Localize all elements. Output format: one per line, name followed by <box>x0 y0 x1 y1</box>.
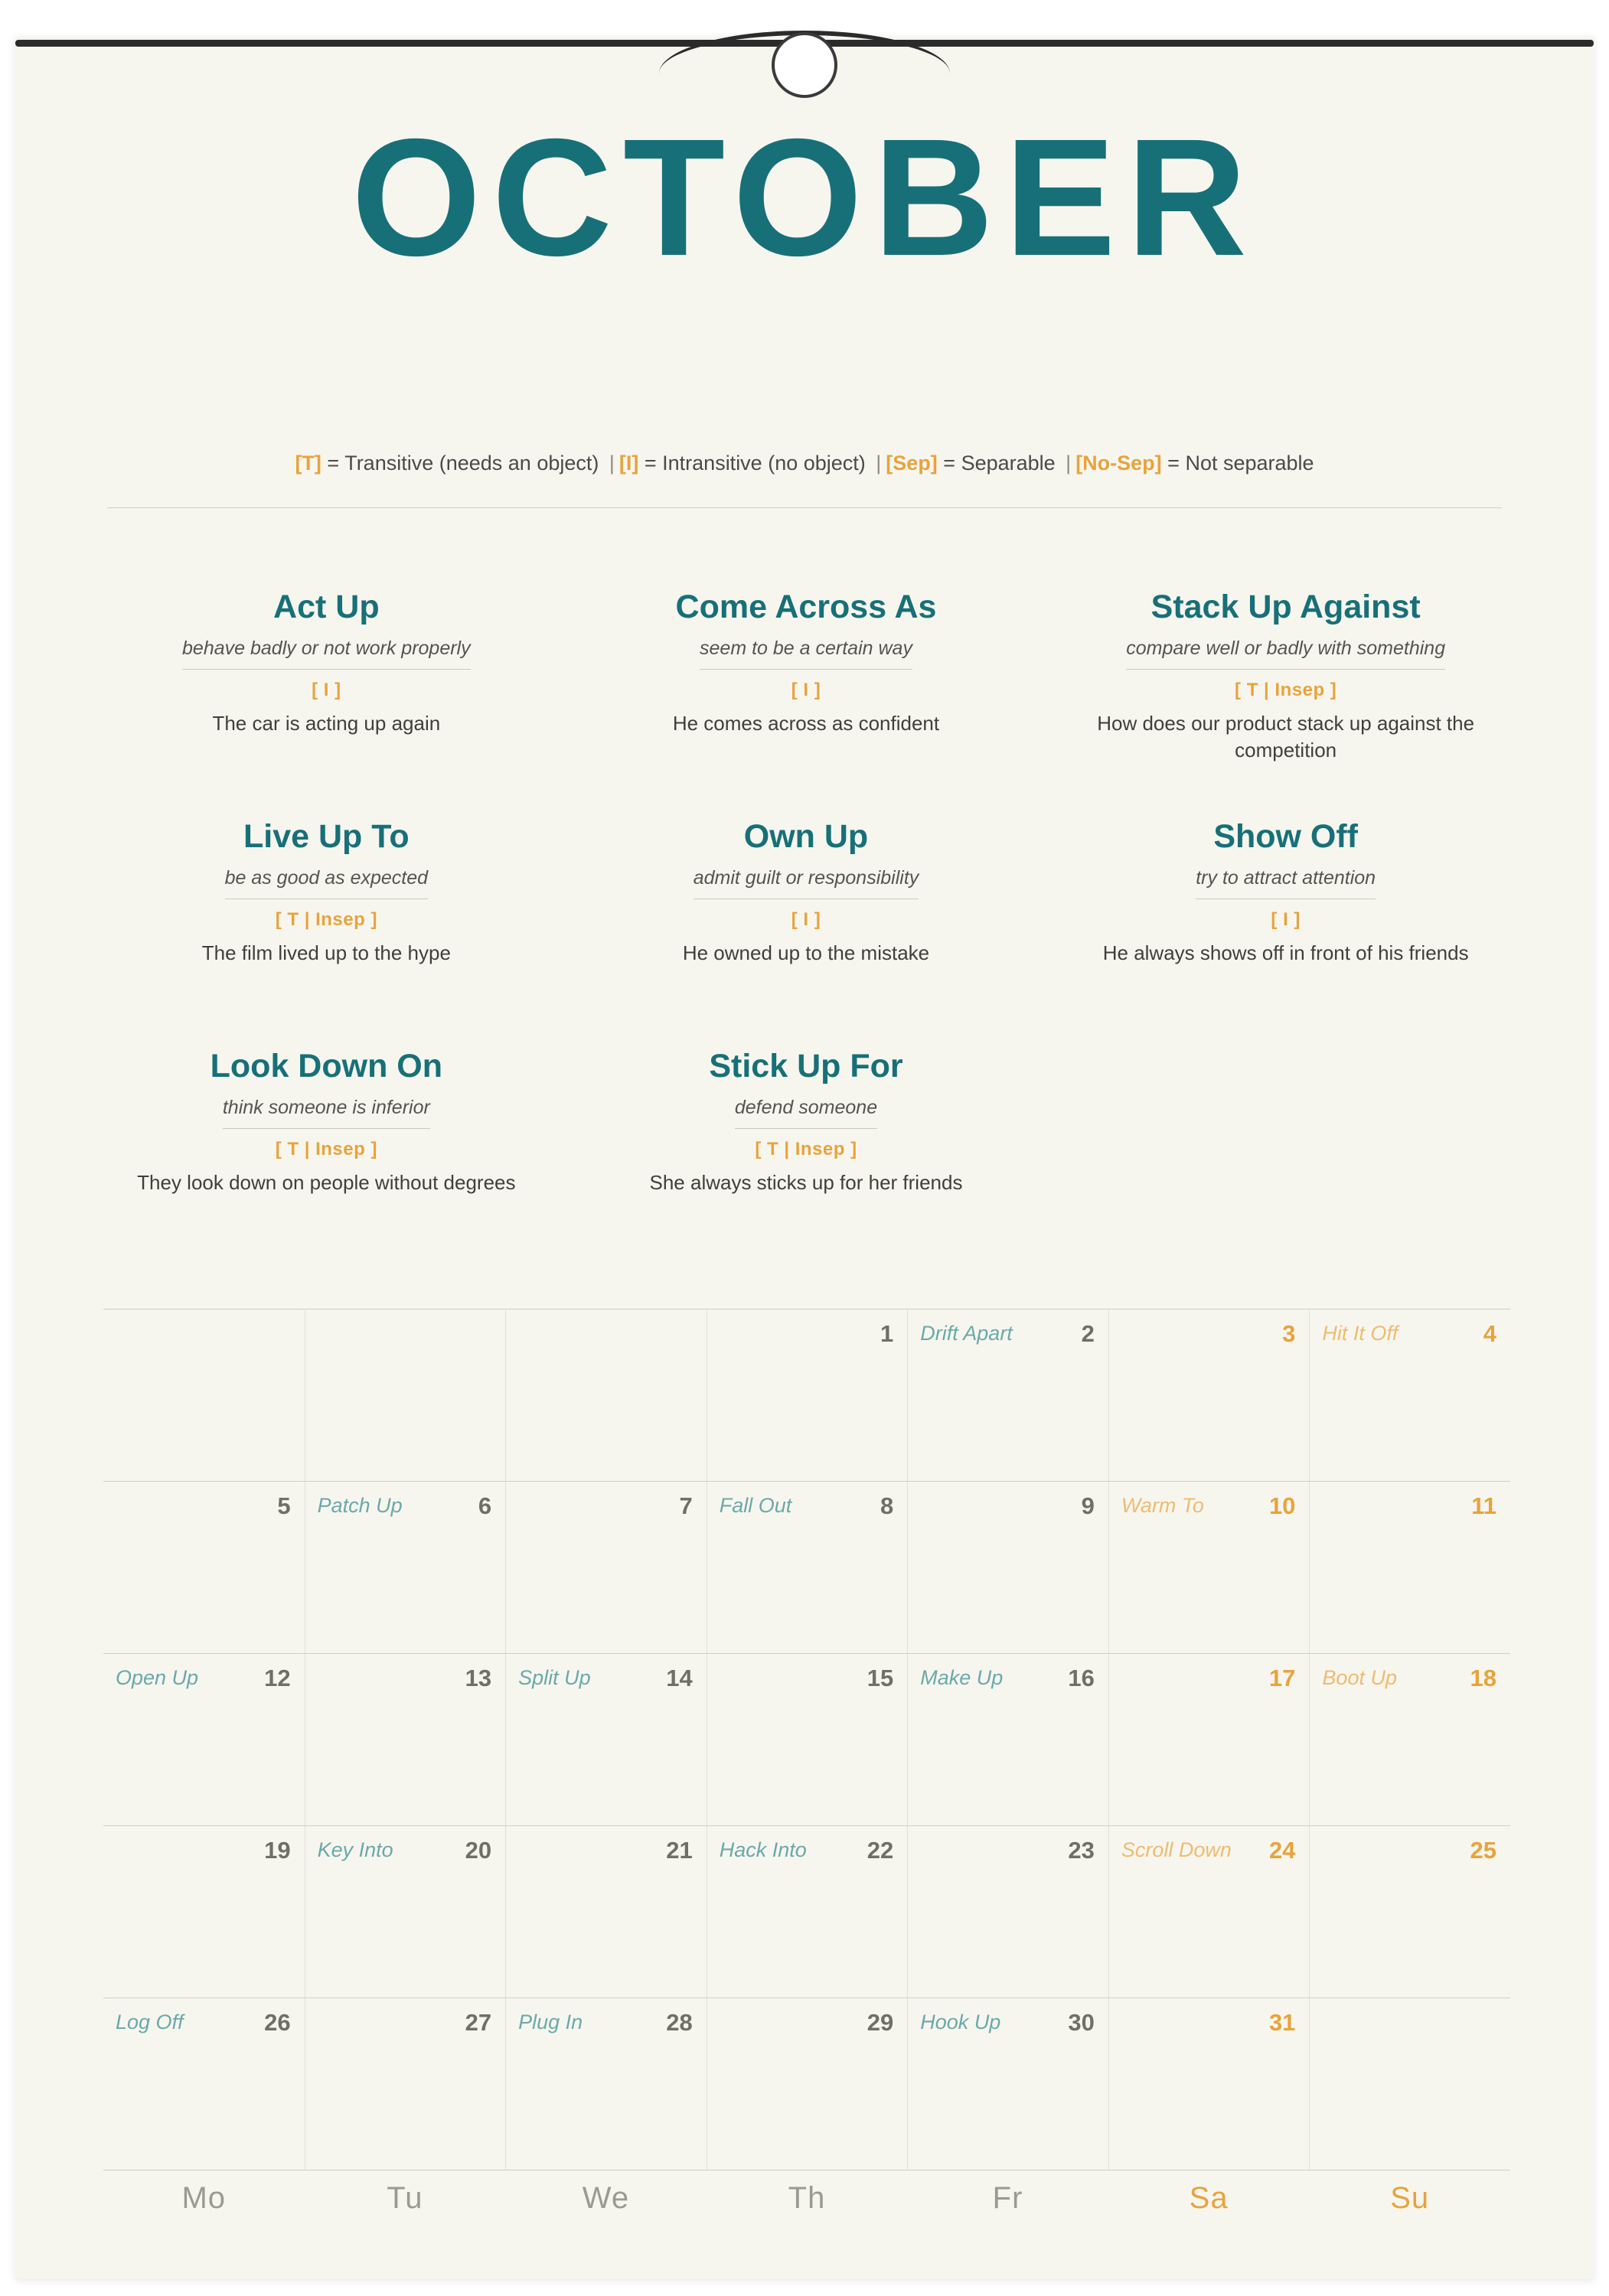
calendar-day-cell[interactable] <box>103 1826 305 1998</box>
calendar-day-number: 26 <box>264 2009 291 2036</box>
calendar-day-cell[interactable] <box>707 1309 908 1481</box>
calendar-day-cell[interactable] <box>505 1826 707 1998</box>
phrasal-verb-title: Look Down On <box>210 1048 442 1084</box>
calendar-day-cell[interactable] <box>305 1826 506 1998</box>
calendar-day-number: 31 <box>1268 2009 1296 2036</box>
calendar-day-phrasal-verb: Log Off <box>116 2011 184 2033</box>
calendar-day-number: 20 <box>465 1837 492 1864</box>
calendar-day-cell[interactable] <box>1309 1309 1510 1481</box>
phrasal-verb-meaning: admit guilt or responsibility <box>694 867 919 899</box>
phrasal-verb-meaning: try to attract attention <box>1196 867 1376 899</box>
calendar-day-cell[interactable] <box>907 1309 1108 1481</box>
calendar-day-cell[interactable] <box>305 1998 506 2170</box>
calendar-day-number: 16 <box>1068 1665 1095 1691</box>
calendar-day-cell[interactable] <box>907 1826 1108 1998</box>
calendar-day-number: 3 <box>1282 1320 1296 1347</box>
calendar-day-cell[interactable] <box>707 1998 908 2170</box>
phrasal-verb-example: How does our product stack up against the competition <box>1097 712 1475 762</box>
phrasal-verb-meaning: think someone is inferior <box>223 1097 430 1129</box>
phrasal-verb-example: The film lived up to the hype <box>201 941 451 965</box>
calendar-day-cell[interactable] <box>1309 1654 1510 1825</box>
phrasal-verb-tags: [ I ] <box>312 680 341 701</box>
calendar-day-phrasal-verb: Key Into <box>317 1838 393 1861</box>
calendar-day-cell[interactable] <box>505 1309 707 1481</box>
day-name-tu: Tu <box>387 2181 423 2215</box>
calendar-day-cell[interactable] <box>707 1482 908 1653</box>
phrasal-verb-meaning: seem to be a certain way <box>700 638 912 670</box>
calendar-day-cell[interactable] <box>707 1826 908 1998</box>
meaning-wrap <box>586 625 1027 670</box>
day-name-mo: Mo <box>181 2181 227 2215</box>
calendar-day-number: 5 <box>277 1492 291 1519</box>
calendar-day-number: 30 <box>1068 2009 1095 2036</box>
calendar-day-cell[interactable] <box>305 1309 506 1481</box>
calendar-day-number: 1 <box>880 1320 894 1347</box>
phrasal-verb-title: Stick Up For <box>709 1048 903 1084</box>
day-name-th: Th <box>788 2181 826 2215</box>
calendar-day-cell[interactable] <box>1108 1309 1310 1481</box>
phrasal-verb-card <box>90 1049 563 1278</box>
calendar-day-cell[interactable] <box>505 1654 707 1825</box>
phrasal-verb-tags: [ I ] <box>791 909 821 931</box>
legend-nosep-text: = Not separable <box>1161 452 1314 475</box>
phrasal-verb-card <box>90 819 563 1049</box>
calendar-day-phrasal-verb: Drift Apart <box>920 1322 1013 1345</box>
phrasal-verb-title: Own Up <box>743 818 869 855</box>
calendar-day-cell[interactable] <box>1309 1482 1510 1653</box>
legend-t-tag: [T] <box>295 452 321 475</box>
calendar-day-phrasal-verb: Scroll Down <box>1121 1838 1232 1861</box>
phrasal-verb-tags: [ I ] <box>1271 909 1301 931</box>
meaning-wrap <box>106 625 547 670</box>
legend-i-text: = Intransitive (no object) <box>638 452 872 475</box>
calendar-day-phrasal-verb: Make Up <box>920 1666 1004 1689</box>
calendar-day-number: 12 <box>264 1665 291 1691</box>
phrasal-verb-meaning: be as good as expected <box>225 867 428 899</box>
calendar-day-number: 24 <box>1268 1837 1296 1864</box>
calendar-day-phrasal-verb: Open Up <box>116 1666 199 1689</box>
calendar-day-number: 18 <box>1470 1665 1496 1691</box>
calendar-day-cell[interactable] <box>907 1482 1108 1653</box>
phrasal-verb-card <box>1049 819 1522 1049</box>
calendar-day-number: 11 <box>1471 1492 1496 1519</box>
calendar-day-phrasal-verb: Boot Up <box>1322 1666 1397 1689</box>
calendar-day-number: 9 <box>1081 1492 1095 1519</box>
phrasal-verb-tags: [ I ] <box>791 680 821 701</box>
calendar-week-row <box>103 1998 1510 2170</box>
meaning-wrap <box>1065 625 1506 670</box>
calendar-day-cell[interactable] <box>1309 1826 1510 1998</box>
calendar-day-number: 10 <box>1268 1492 1296 1519</box>
phrasal-verb-tags: [ T | Insep ] <box>1235 680 1337 701</box>
calendar-day-phrasal-verb: Plug In <box>518 2011 583 2033</box>
calendar-day-cell[interactable] <box>103 1654 305 1825</box>
calendar-day-cell[interactable] <box>103 1998 305 2170</box>
calendar-day-cell[interactable] <box>1108 1482 1310 1653</box>
calendar-week-row <box>103 1309 1510 1481</box>
calendar-day-number: 14 <box>666 1665 693 1691</box>
legend: [T] = Transitive (needs an object) | [I] = Intransitive (no object) | [Sep] = Separable | [No-Sep] = Not separable <box>107 452 1502 508</box>
calendar-grid <box>103 1309 1510 2216</box>
calendar-week-row <box>103 1825 1510 1998</box>
phrasal-verb-example: They look down on people without degrees <box>137 1171 516 1195</box>
calendar-week-row <box>103 1481 1510 1653</box>
phrasal-verb-title: Come Across As <box>675 589 937 625</box>
phrasal-verb-tags: [ T | Insep ] <box>275 909 377 931</box>
calendar-day-number: 23 <box>1068 1837 1095 1864</box>
calendar-day-number: 21 <box>666 1837 693 1864</box>
phrasal-verb-title: Live Up To <box>243 818 410 855</box>
calendar-day-number: 19 <box>264 1837 291 1864</box>
phrasal-verb-tags: [ T | Insep ] <box>275 1139 377 1160</box>
meaning-wrap <box>106 1084 547 1129</box>
day-name-fr: Fr <box>992 2181 1023 2215</box>
phrasal-verb-card <box>1049 589 1522 819</box>
calendar-day-number: 7 <box>679 1492 693 1519</box>
calendar-day-cell[interactable] <box>305 1654 506 1825</box>
phrasal-verb-card <box>90 589 563 819</box>
meaning-wrap <box>586 855 1027 899</box>
calendar-day-cell[interactable] <box>505 1482 707 1653</box>
calendar-day-cell[interactable] <box>103 1482 305 1653</box>
legend-sep-tag: [Sep] <box>886 452 938 475</box>
phrasal-verb-meaning: behave badly or not work properly <box>182 638 471 670</box>
calendar-day-number: 6 <box>478 1492 492 1519</box>
phrasal-verb-title: Act Up <box>273 589 380 625</box>
calendar-day-number: 13 <box>465 1665 492 1691</box>
calendar-day-number: 29 <box>867 2009 894 2036</box>
calendar-day-cell[interactable] <box>505 1998 707 2170</box>
phrasal-verb-card <box>570 1049 1043 1278</box>
calendar-day-number: 4 <box>1483 1320 1496 1347</box>
calendar-day-phrasal-verb: Patch Up <box>317 1494 403 1517</box>
day-name-sa: Sa <box>1189 2181 1229 2215</box>
calendar-day-cell[interactable] <box>907 1998 1108 2170</box>
calendar-day-number: 27 <box>465 2009 492 2036</box>
phrasal-verb-example: He always shows off in front of his friends <box>1102 941 1469 965</box>
calendar-day-cell[interactable] <box>907 1654 1108 1825</box>
calendar-day-phrasal-verb: Hack Into <box>719 1838 807 1861</box>
day-name-we: We <box>582 2181 630 2215</box>
day-name-row <box>103 2181 1510 2216</box>
phrasal-verb-title: Show Off <box>1213 818 1359 855</box>
calendar-day-number: 28 <box>666 2009 693 2036</box>
calendar-day-number: 2 <box>1081 1320 1095 1347</box>
calendar-day-phrasal-verb: Warm To <box>1121 1494 1204 1517</box>
calendar-day-number: 17 <box>1268 1665 1296 1691</box>
phrasal-verb-example: He comes across as confident <box>672 712 940 735</box>
calendar-day-cell[interactable] <box>1309 1998 1510 2170</box>
calendar-day-cell[interactable] <box>305 1482 506 1653</box>
calendar-week-row <box>103 1653 1510 1825</box>
calendar-day-cell[interactable] <box>1108 1826 1310 1998</box>
phrasal-verb-example: He owned up to the mistake <box>682 941 930 965</box>
calendar-day-phrasal-verb: Hook Up <box>920 2011 1001 2033</box>
legend-t-text: = Transitive (needs an object) <box>321 452 605 475</box>
calendar-day-cell[interactable] <box>103 1309 305 1481</box>
calendar-day-phrasal-verb: Hit It Off <box>1322 1322 1398 1345</box>
page-title: OCTOBER <box>351 105 1258 291</box>
calendar-day-cell[interactable] <box>1108 1654 1310 1825</box>
calendar-day-number: 25 <box>1470 1837 1496 1864</box>
legend-sep-text: = Separable <box>937 452 1062 475</box>
calendar-day-phrasal-verb: Fall Out <box>719 1494 792 1517</box>
calendar-day-cell[interactable] <box>707 1654 908 1825</box>
meaning-wrap <box>106 855 547 899</box>
calendar-day-phrasal-verb: Split Up <box>518 1666 591 1689</box>
meaning-wrap <box>1065 855 1506 899</box>
calendar-day-number: 8 <box>880 1492 894 1519</box>
calendar-day-cell[interactable] <box>1108 1998 1310 2170</box>
phrasal-verb-card <box>570 819 1043 1049</box>
day-name-su: Su <box>1390 2181 1430 2215</box>
phrasal-verb-title: Stack Up Against <box>1150 589 1421 625</box>
phrasal-verb-meaning: defend someone <box>735 1097 877 1129</box>
legend-i-tag: [I] <box>618 452 639 475</box>
calendar-day-number: 15 <box>867 1665 894 1691</box>
phrasal-verb-example: The car is acting up again <box>212 712 441 735</box>
phrasal-verb-example: She always sticks up for her friends <box>649 1171 963 1195</box>
calendar-day-number: 22 <box>867 1837 894 1864</box>
meaning-wrap <box>586 1084 1027 1129</box>
phrasal-verb-cards <box>90 589 1522 1278</box>
phrasal-verb-card <box>570 589 1043 819</box>
legend-nosep-tag: [No-Sep] <box>1075 452 1162 475</box>
phrasal-verb-meaning: compare well or badly with something <box>1126 638 1445 670</box>
phrasal-verb-tags: [ T | Insep ] <box>755 1139 857 1160</box>
